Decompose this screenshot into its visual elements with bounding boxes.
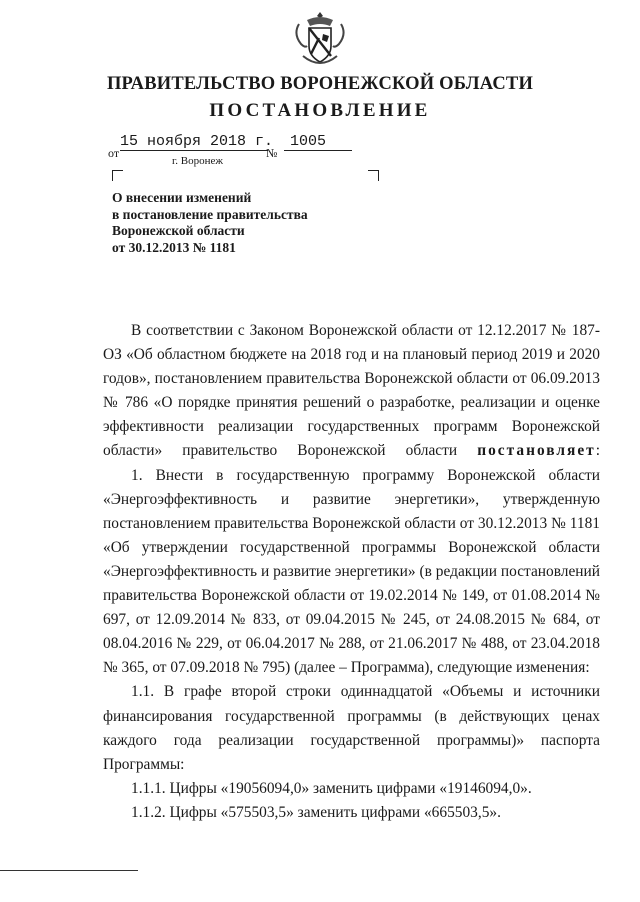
corner-bracket-left bbox=[112, 170, 123, 181]
number-underline bbox=[284, 150, 352, 151]
date-underline bbox=[120, 150, 268, 151]
footer-rule bbox=[0, 870, 138, 871]
corner-bracket-right bbox=[368, 170, 379, 181]
document-date: 15 ноября 2018 г. bbox=[120, 133, 274, 150]
subject-line: от 30.12.2013 № 1181 bbox=[112, 240, 236, 256]
item-1: 1. Внести в государственную программу Воронежской области «Энергоэффективность и развитие энергетики», утвержденную постановлением правительства Воронежской области от 30.12.2013 № 1181 «Об утверждении государственной программы Воронежской области «Энергоэффективность и развитие энергетики» (в редакции постановлений правительства Воронежской области от 19.02.2014 № 149, от 01.08.2014 № 697, от 12.09.2014 № 833, от 09.04.2015 № 245, от 24.08.2015 № 684, от 08.04.2016 № 229, от 06.04.2017 № 288, от 21.06.2017 № 488, от 23.04.2018 № 365, от 07.09.2018 № 795) (далее – Программа), следующие изменения: bbox=[103, 466, 600, 677]
item-1-1-2: 1.1.2. Цифры «575503,5» заменить цифрами «665503,5». bbox=[131, 803, 501, 821]
preamble-paragraph bbox=[103, 319, 600, 464]
subject-line: О внесении изменений bbox=[112, 190, 252, 205]
document-type: ПОСТАНОВЛЕНИЕ bbox=[209, 100, 431, 121]
number-prefix: № bbox=[266, 146, 278, 160]
resolves-word: постановляет bbox=[477, 442, 596, 460]
document-number: 1005 bbox=[290, 133, 327, 150]
item-1-1: 1.1. В графе второй строки одиннадцатой «Объемы и источники финансирования государственной программы (в действующих ценах каждого года реализации государственной программы)» паспорта Программы: bbox=[103, 683, 600, 773]
document-subject bbox=[112, 190, 308, 257]
government-title: ПРАВИТЕЛЬСТВО ВОРОНЕЖСКОЙ ОБЛАСТИ bbox=[106, 74, 534, 94]
resolves-colon: : bbox=[595, 442, 600, 460]
subject-line: Воронежской области bbox=[112, 223, 245, 239]
document-body bbox=[103, 319, 600, 825]
item-1-1-1: 1.1.1. Цифры «19056094,0» заменить цифрами «19146094,0». bbox=[131, 779, 532, 797]
preamble-text: В соответствии с Законом Воронежской области от 12.12.2017 № 187-ОЗ «Об областном бюджете на 2018 год и на плановый период 2019 и 2020 годов», постановлением правительства Воронежской области от 06.09.2013 № 786 «О порядке принятия решений о разработке, реализации и оценке эффективности реализации государственных программ Воронежской области» правительство Воронежской области bbox=[103, 322, 600, 460]
city: г. Воронеж bbox=[172, 155, 223, 167]
coat-of-arms-icon bbox=[293, 8, 347, 70]
date-prefix: от bbox=[108, 146, 120, 160]
subject-line: в постановление правительства bbox=[112, 206, 308, 222]
